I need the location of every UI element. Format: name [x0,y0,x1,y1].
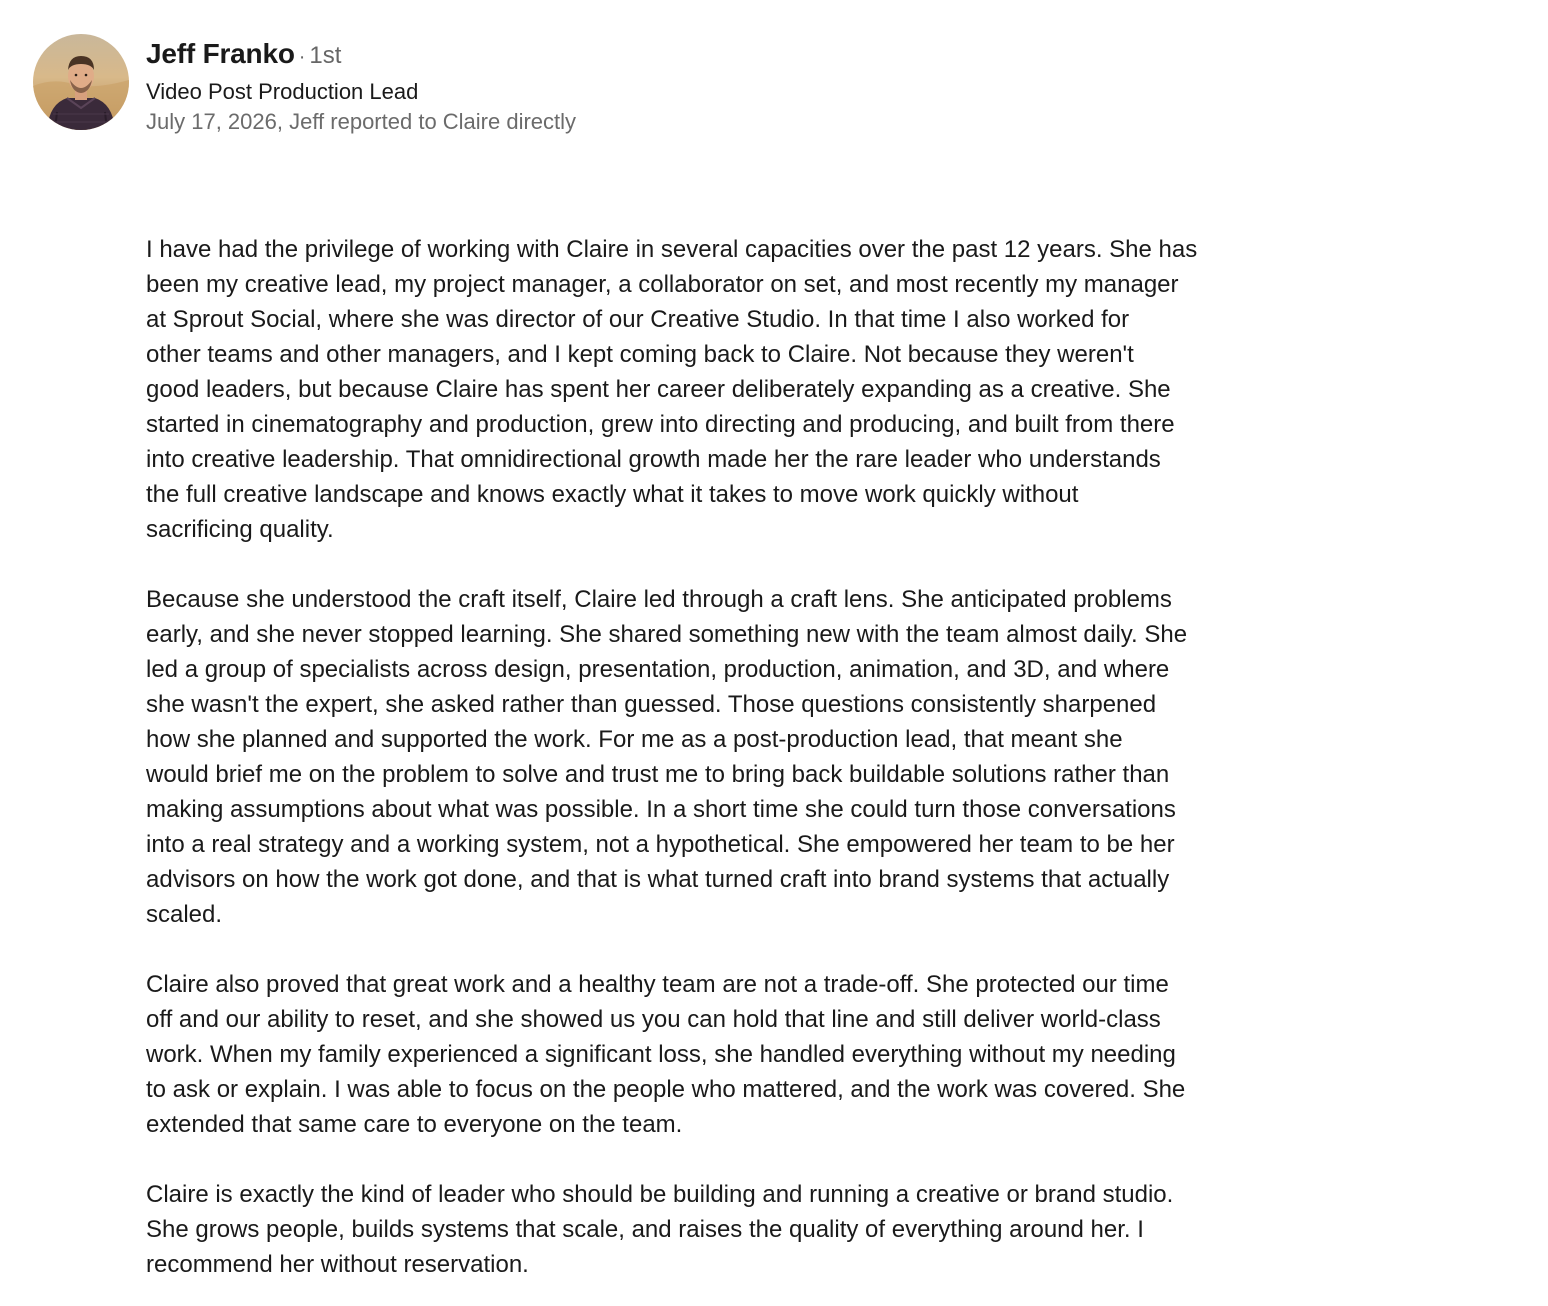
recommendation-paragraph: Because she understood the craft itself, Claire led through a craft lens. She anticipated problems early, and she never stopped learning. She shared something new with the team almost daily. She led a group of specialists across design, presentation, production, animation, and 3D, and where she wasn't the expert, she asked rather than guessed. Those questions consistently sharpened how she planned and supported the work. For me as a post-production lead, that meant she would brief me on the problem to solve and trust me to bring back buildable solutions rather than making assumptions about what was possible. In a short time she could turn those conversations into a real strategy and a working system, not a hypothetical. She empowered her team to be her advisors on how the work got done, and that is what turned craft into brand systems that actually scaled. [146,586,1188,928]
recommendation-text [146,232,1426,1282]
recommender-headline: Video Post Production Lead [146,79,419,104]
connection-degree: 1st [309,42,342,69]
recommendation-paragraph: Claire is exactly the kind of leader who should be building and running a creative or brand studio. She grows people, builds systems that scale, and raises the quality of everything around her. I recommend her without reservation. [146,1181,1174,1278]
avatar[interactable] [33,34,129,130]
degree-separator: · [298,46,306,68]
recommender-name[interactable]: Jeff Franko [146,38,295,69]
recommendation-paragraph: Claire also proved that great work and a healthy team are not a trade-off. She protected our time off and our ability to reset, and she showed us you can hold that line and still deliver world-class work. When my family experienced a significant loss, she handled everything without my needing to ask or explain. I was able to focus on the people who mattered, and the work was covered. She extended that same care to everyone on the team. [146,971,1186,1138]
recommendation-paragraph: I have had the privilege of working with Claire in several capacities over the past 12 years. She has been my creative lead, my project manager, a collaborator on set, and most recently my manager at Sprout Social, where she was director of our Creative Studio. In that time I also worked for other teams and other managers, and I kept coming back to Claire. Not because they weren't good leaders, but because Claire has spent her career deliberately expanding as a creative. She started in cinematography and production, grew into directing and producing, and built from there into creative leadership. That omnidirectional growth made her the rare leader who understands the full creative landscape and knows exactly what it takes to move work quickly without sacrificing quality. [146,236,1198,543]
name-row [146,38,576,76]
recommendation-meta: July 17, 2026, Jeff reported to Claire directly [146,109,577,134]
recommender-header [146,38,576,137]
profile-photo-icon [33,34,129,130]
